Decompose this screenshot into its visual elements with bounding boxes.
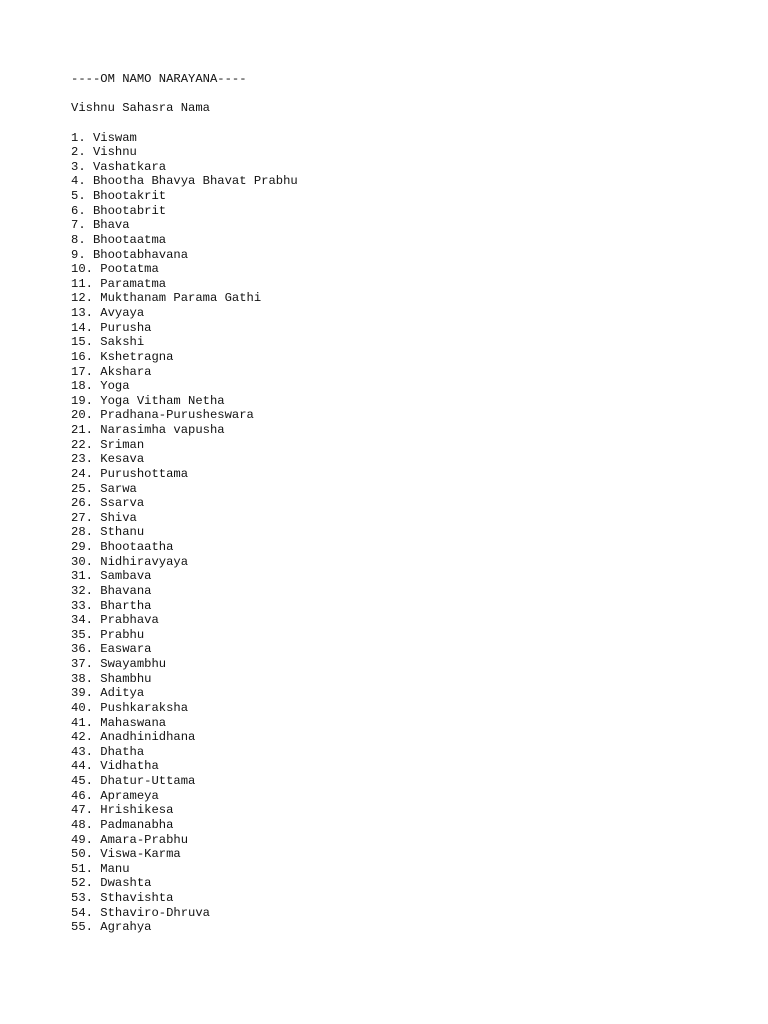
list-item: 42. Anadhinidhana [71, 730, 196, 745]
list-item: 50. Viswa-Karma [71, 847, 181, 862]
list-item: 13. Avyaya [71, 306, 145, 320]
list-item: 23. Kesava [71, 452, 145, 467]
list-item: 11. Paramatma [71, 276, 167, 291]
list-item: 38. Shambhu [71, 671, 152, 686]
list-item: 51. Manu [71, 861, 130, 876]
list-item: 20. Pradhana-Purusheswara [71, 408, 254, 423]
list-item: 31. Sambava [71, 569, 152, 584]
list-item: 7. Bhava [71, 218, 130, 233]
list-item: 10. Pootatma [71, 262, 159, 277]
list-item: 5. Bhootakrit [71, 189, 167, 203]
list-item: 49. Amara-Prabhu [71, 832, 189, 847]
list-item: 3. Vashatkara [71, 159, 167, 174]
list-item: 46. Aprameya [71, 788, 159, 803]
list-item: 36. Easwara [71, 642, 152, 657]
list-item: 40. Pushkaraksha [71, 700, 189, 715]
list-item: 33. Bhartha [71, 598, 152, 613]
list-item: 4. Bhootha Bhavya Bhavat Prabhu [71, 174, 298, 189]
list-item: 52. Dwashta [71, 876, 152, 891]
list-item: 30. Nidhiravyaya [71, 554, 189, 569]
list-item: 9. Bhootabhavana [71, 247, 189, 262]
list-item: 34. Prabhava [71, 613, 159, 628]
invocation-header: ----OM NAMO NARAYANA---- [71, 72, 247, 86]
list-item: 39. Aditya [71, 686, 145, 701]
list-item: 17. Akshara [71, 364, 152, 379]
list-item: 35. Prabhu [71, 627, 145, 642]
list-item: 2. Vishnu [71, 145, 137, 160]
list-item: 16. Kshetragna [71, 349, 174, 364]
list-item: 27. Shiva [71, 510, 137, 525]
list-item: 18. Yoga [71, 379, 130, 394]
list-item: 37. Swayambhu [71, 657, 167, 671]
list-item: 53. Sthavishta [71, 891, 174, 905]
list-item: 28. Sthanu [71, 525, 145, 540]
list-item: 1. Viswam [71, 130, 137, 145]
list-item: 24. Purushottama [71, 466, 189, 481]
list-item: 8. Bhootaatma [71, 232, 167, 247]
list-item: 19. Yoga Vitham Netha [71, 393, 225, 408]
list-item: 45. Dhatur-Uttama [71, 774, 196, 788]
list-item: 47. Hrishikesa [71, 803, 174, 818]
document-title: Vishnu Sahasra Nama [71, 101, 210, 116]
list-item: 14. Purusha [71, 320, 152, 335]
list-item: 44. Vidhatha [71, 759, 159, 774]
list-item: 54. Sthaviro-Dhruva [71, 905, 210, 920]
list-item: 48. Padmanabha [71, 817, 174, 832]
list-item: 41. Mahaswana [71, 715, 167, 730]
list-item: 26. Ssarva [71, 496, 145, 511]
names-list [71, 131, 731, 935]
list-item: 12. Mukthanam Parama Gathi [71, 291, 262, 306]
list-item: 21. Narasimha vapusha [71, 423, 225, 437]
list-item: 55. Agrahya [71, 920, 152, 935]
list-item: 32. Bhavana [71, 583, 152, 598]
list-item: 29. Bhootaatha [71, 540, 174, 554]
list-item: 43. Dhatha [71, 744, 145, 759]
list-item: 25. Sarwa [71, 481, 137, 496]
list-item: 15. Sakshi [71, 335, 145, 350]
list-item: 22. Sriman [71, 437, 145, 452]
document-page [71, 72, 731, 935]
list-item: 6. Bhootabrit [71, 203, 167, 218]
